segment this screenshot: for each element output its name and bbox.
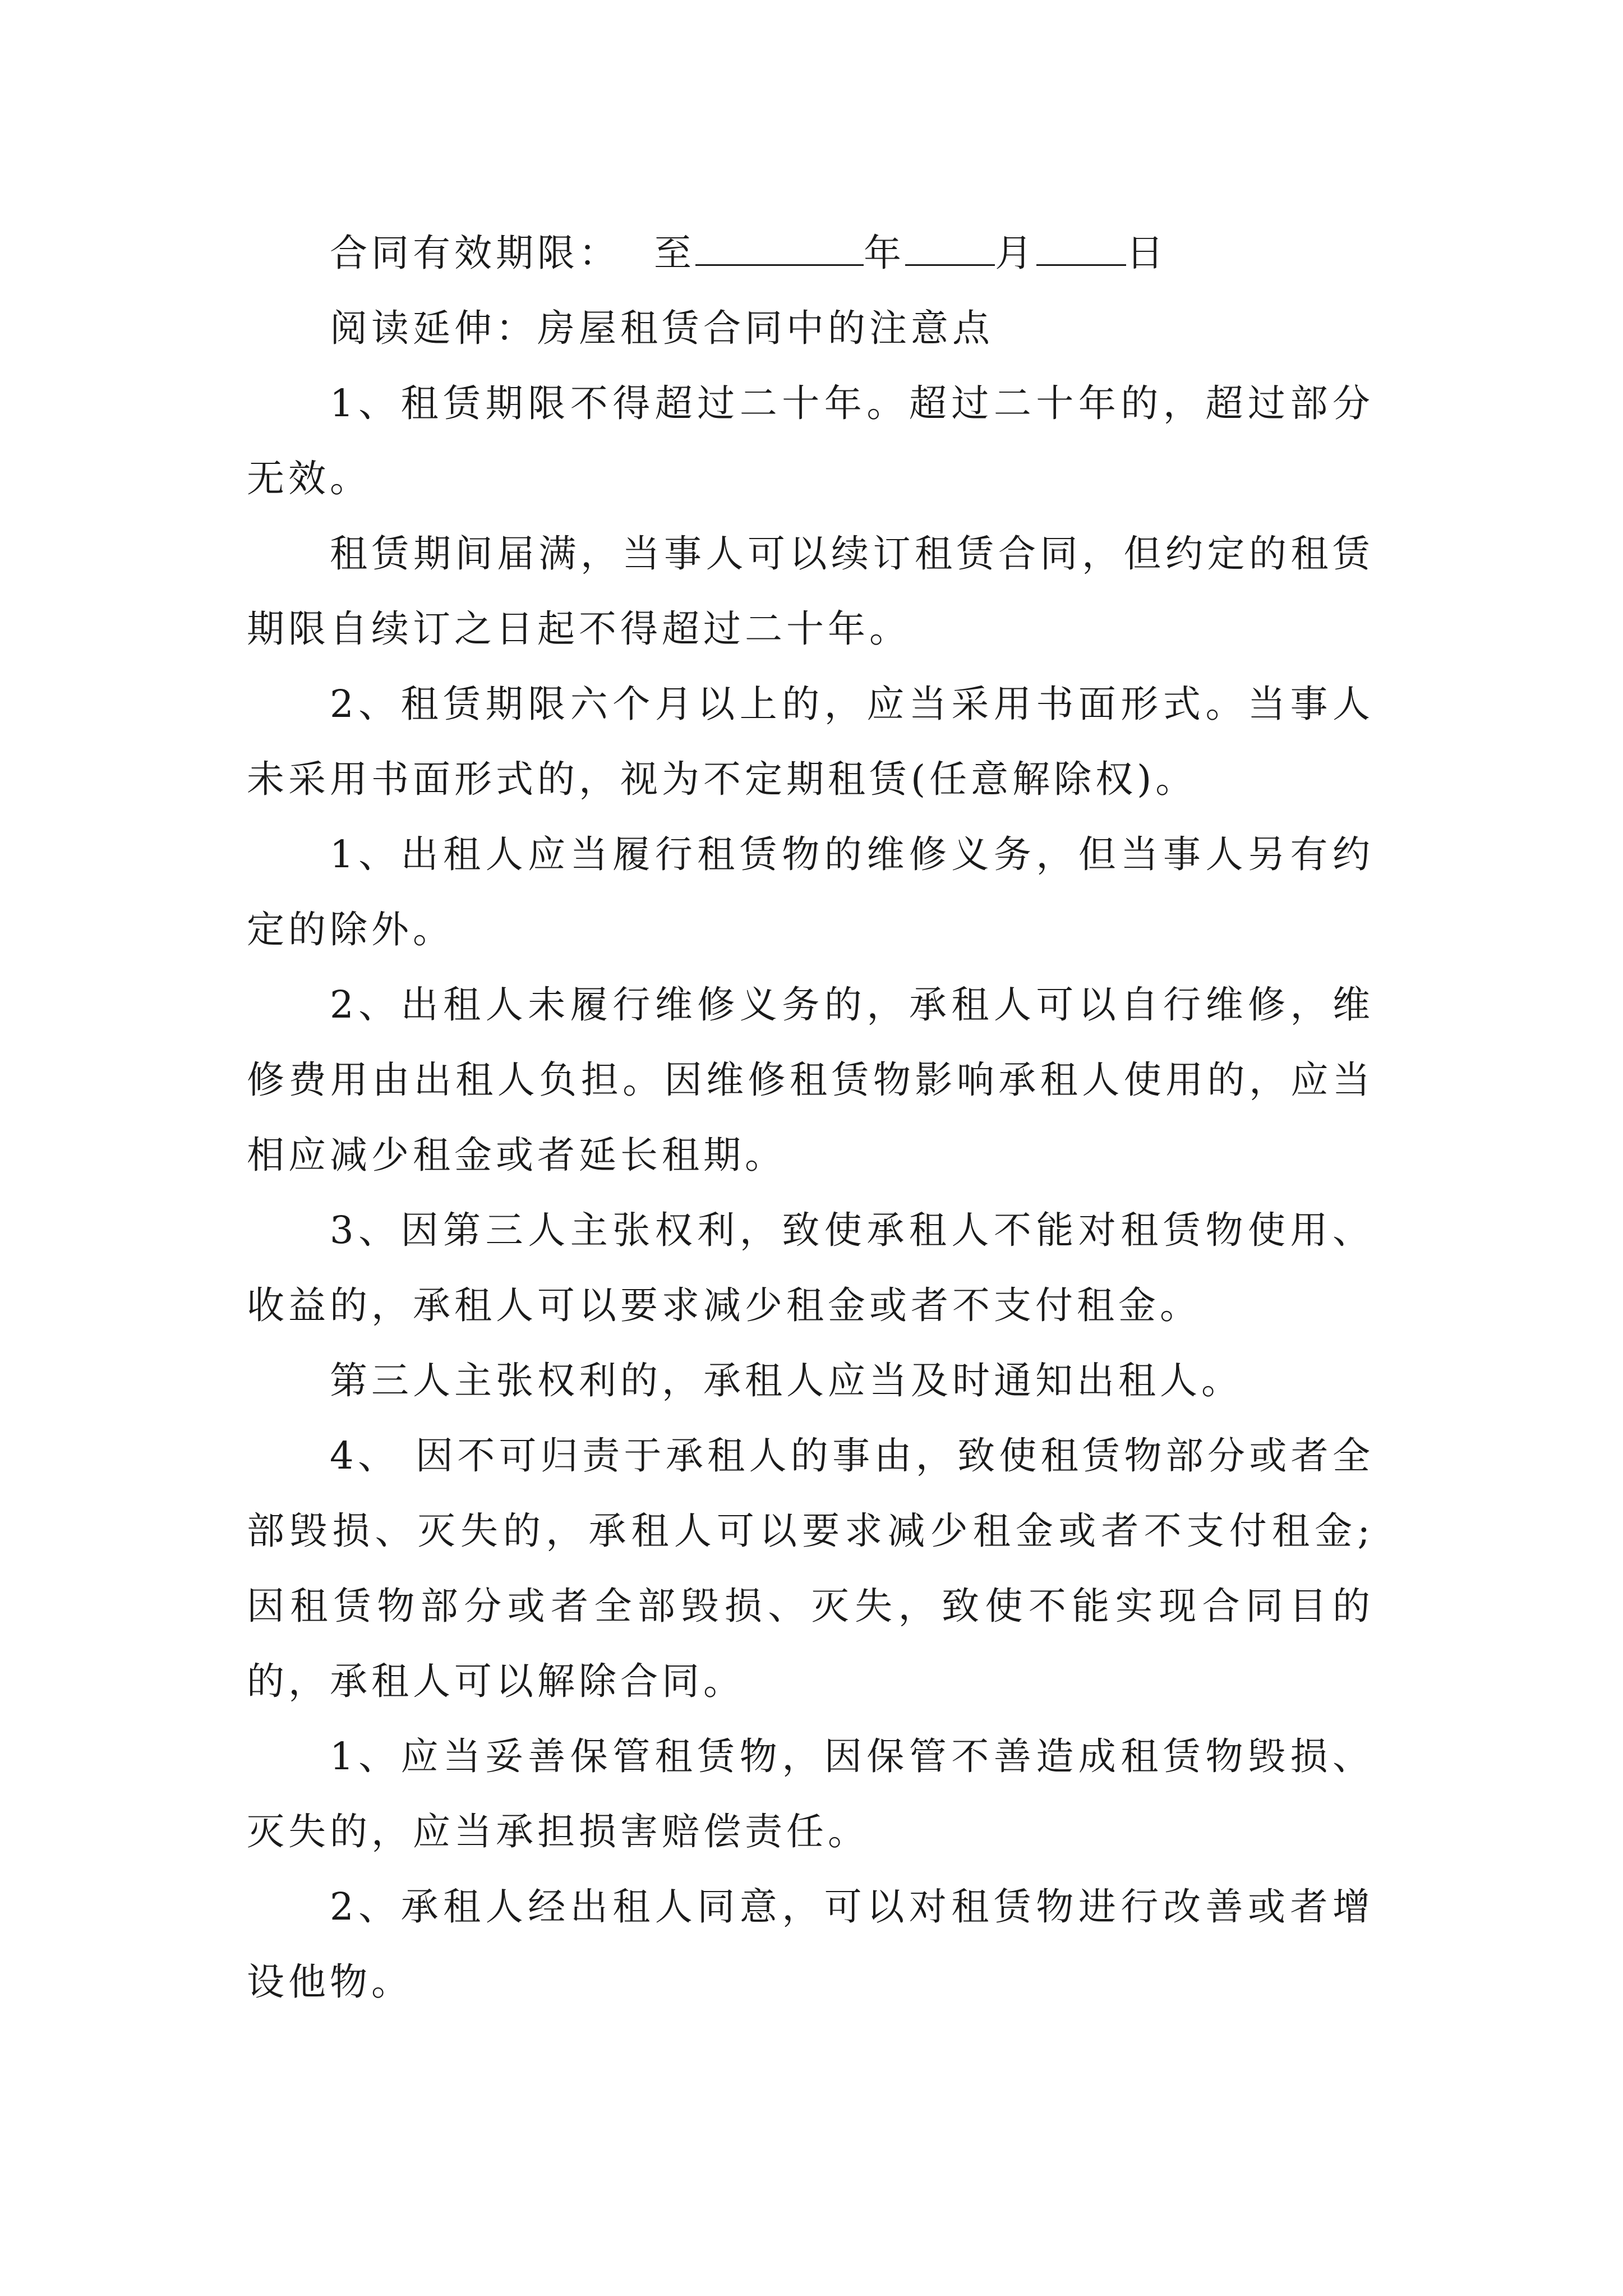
validity-day: 日 — [1126, 231, 1168, 275]
validity-label: 合同有效期限： — [330, 231, 620, 275]
paragraph: 2、租赁期限六个月以上的，应当采用书面形式。当事人未采用书面形式的，视为不定期租赁(任意解除权)。 — [247, 682, 1374, 801]
paragraph: 2、出租人未履行维修义务的，承租人可以自行维修，维修费用由出租人负担。因维修租赁物影响承租人使用的，应当相应减少租金或者延长租期。 — [247, 983, 1374, 1177]
validity-year: 年 — [864, 231, 905, 275]
contract-validity-line — [247, 215, 1374, 291]
paragraph: 4、 因不可归责于承租人的事由，致使租赁物部分或者全部毁损、灭失的，承租人可以要求减少租金或者不支付租金;因租赁物部分或者全部毁损、灭失，致使不能实现合同目的的，承租人可以解除合同。 — [247, 1434, 1374, 1703]
day-blank — [1036, 232, 1126, 266]
validity-month: 月 — [995, 231, 1036, 275]
paragraph: 1、出租人应当履行租赁物的维修义务，但当事人另有约定的除外。 — [247, 832, 1374, 951]
section-heading: 阅读延伸：房屋租赁合同中的注意点 — [330, 306, 994, 350]
year-blank — [695, 232, 864, 266]
paragraph: 1、应当妥善保管租赁物，因保管不善造成租赁物毁损、灭失的，应当承担损害赔偿责任。 — [247, 1734, 1374, 1853]
paragraph: 第三人主张权利的，承租人应当及时通知出租人。 — [330, 1359, 1243, 1402]
paragraph: 2、承租人经出租人同意，可以对租赁物进行改善或者增设他物。 — [247, 1885, 1374, 2004]
paragraph: 3、因第三人主张权利，致使承租人不能对租赁物使用、收益的，承租人可以要求减少租金或者不支付租金。 — [247, 1208, 1374, 1327]
paragraph: 1、租赁期限不得超过二十年。超过二十年的，超过部分无效。 — [247, 381, 1374, 500]
validity-to: 至 — [654, 231, 695, 275]
month-blank — [905, 232, 995, 266]
paragraph: 租赁期间届满，当事人可以续订租赁合同，但约定的租赁期限自续订之日起不得超过二十年。 — [247, 532, 1374, 651]
document-body — [247, 215, 1374, 2019]
